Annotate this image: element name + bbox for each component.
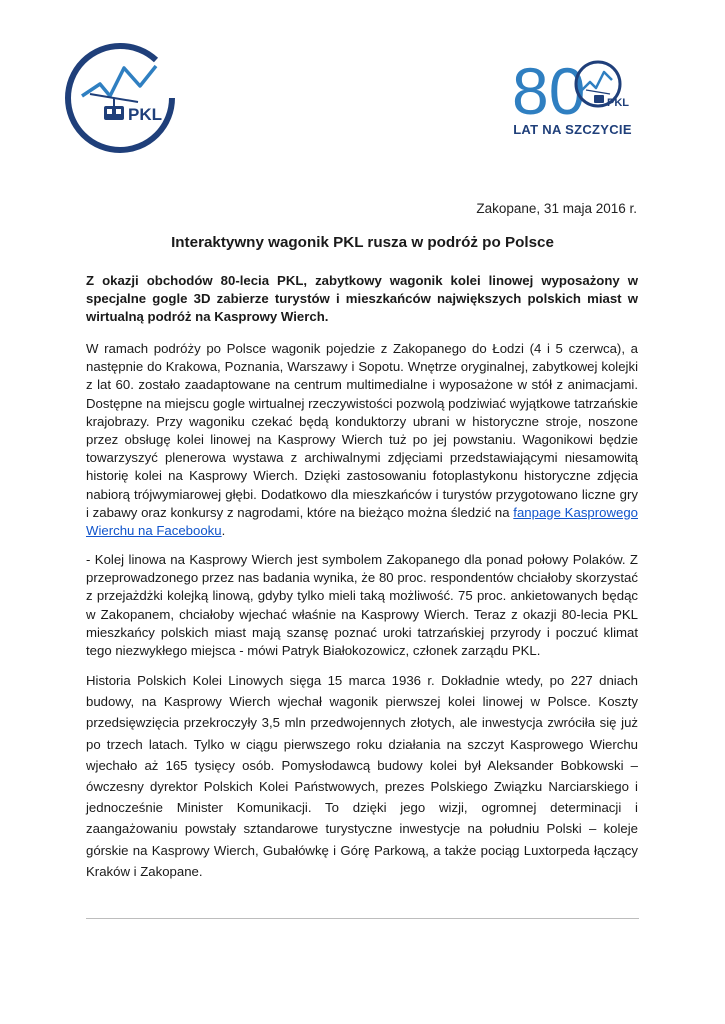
paragraph-trip [86, 340, 638, 540]
document-title: Interaktywny wagonik PKL rusza w podróż po Polsce [171, 234, 554, 251]
paragraph-trip-end: . [221, 523, 226, 539]
mountain-gondola-icon [68, 46, 172, 150]
anniversary-caption: LAT NA SZCZYCIE [513, 122, 632, 137]
anniversary-brand: PKL [607, 97, 629, 109]
pkl-logo-text: PKL [128, 105, 162, 124]
facebook-fanpage-link[interactable]: fanpage Kasprowego Wierchu na Facebooku [86, 504, 638, 539]
lead-paragraph: Z okazji obchodów 80-lecia PKL, zabytkowy wagonik kolei linowej wyposażony w specjalne gogle 3D zabierze turystów i mieszkańców największych polskich miast w wirtualną podróż na Kasprowy Wierch. [86, 273, 638, 325]
anniversary-number: 80 [512, 54, 586, 128]
paragraph-quote: - Kolej linowa na Kasprowy Wierch jest symbolem Zakopanego dla ponad połowy Polaków. Z przeprowadzonego przez nas badania wynika, że 80 proc. respondentów chciałoby skorzystać z przejażdżki kolejką linową, gdyby tylko mieli taką możliwość. 75 proc. ankietowanych będąc w Zakopanem, chciałoby wjechać właśnie na Kasprowy Wierch. Teraz z okazji 80-lecia PKL mieszkańcy polskich miast mają szansę poznać uroki tatrzańskiej przyrody i poczuć klimat tego niezwykłego miejsca - mówi Patryk Białokozowicz, członek zarządu PKL. [86, 552, 638, 659]
document-date: Zakopane, 31 maja 2016 r. [476, 201, 637, 216]
paragraph-trip-text: W ramach podróży po Polsce wagonik pojedzie z Zakopanego do Łodzi (4 i 5 czerwca), a następnie do Krakowa, Poznania, Warszawy i Sopotu. Wnętrze oryginalnej, zabytkowej kolejki z lat 60. zostało zaadaptowane na centrum multimedialne i wyposażone w stół z animacjami. Dostępne na miejscu gogle wirtualnej rzeczywistości pozwolą podziwiać wyjątkowe tatrzańskie krajobrazy. Przy wagoniku czekać będą konduktorzy ubrani w historyczne stroje, noszone przez obsługę kolei linowej na Kasprowy Wierch tuż po jej powstaniu. Wagonikowi będzie towarzyszyć plenerowa wystawa z archiwalnymi zdjęciami przedstawiającymi niesamowitą historię kolei na Kasprowy Wierch. Dzięki zastosowaniu fotoplastykonu historyczne zdjęcia nabiorą trójwymiarowej głębi. Dodatkowo dla mieszkańców i turystów przygotowano liczne gry i zabawy oraz konkursy z nagrodami, które na bieżąco można śledzić na [86, 341, 638, 520]
footer-divider [86, 918, 639, 919]
pkl-logo [60, 38, 180, 158]
paragraph-history: Historia Polskich Kolei Linowych sięga 15 marca 1936 r. Dokładnie wtedy, po 227 dniach budowy, na Kasprowy Wierch wjechał wagonik pierwszej kolei linowej w Polsce. Koszty przedsięwzięcia przekroczyły 3,5 mln przedwojennych złotych, ale inwestycja zwróciła się już po trzech latach. Tylko w ciągu pierwszego roku działania na szczyt Kasprowego Wierchu wjechało aż 165 tysięcy osób. Pomysłodawcą budowy kolei był Aleksander Bobkowski – ówczesny dyrektor Polskich Kolei Państwowych, prezes Polskiego Związku Narciarskiego i jednocześnie Minister Komunikacji. To dzięki jego wizji, ogromnej determinacji i zaangażowaniu powstały sztandarowe turystyczne inwestycje na południu Polski – koleje górskie na Kasprowy Wierch, Gubałówkę i Górę Parkową, a także pociąg Luxtorpeda łączący Kraków i Zakopane. [86, 673, 638, 879]
